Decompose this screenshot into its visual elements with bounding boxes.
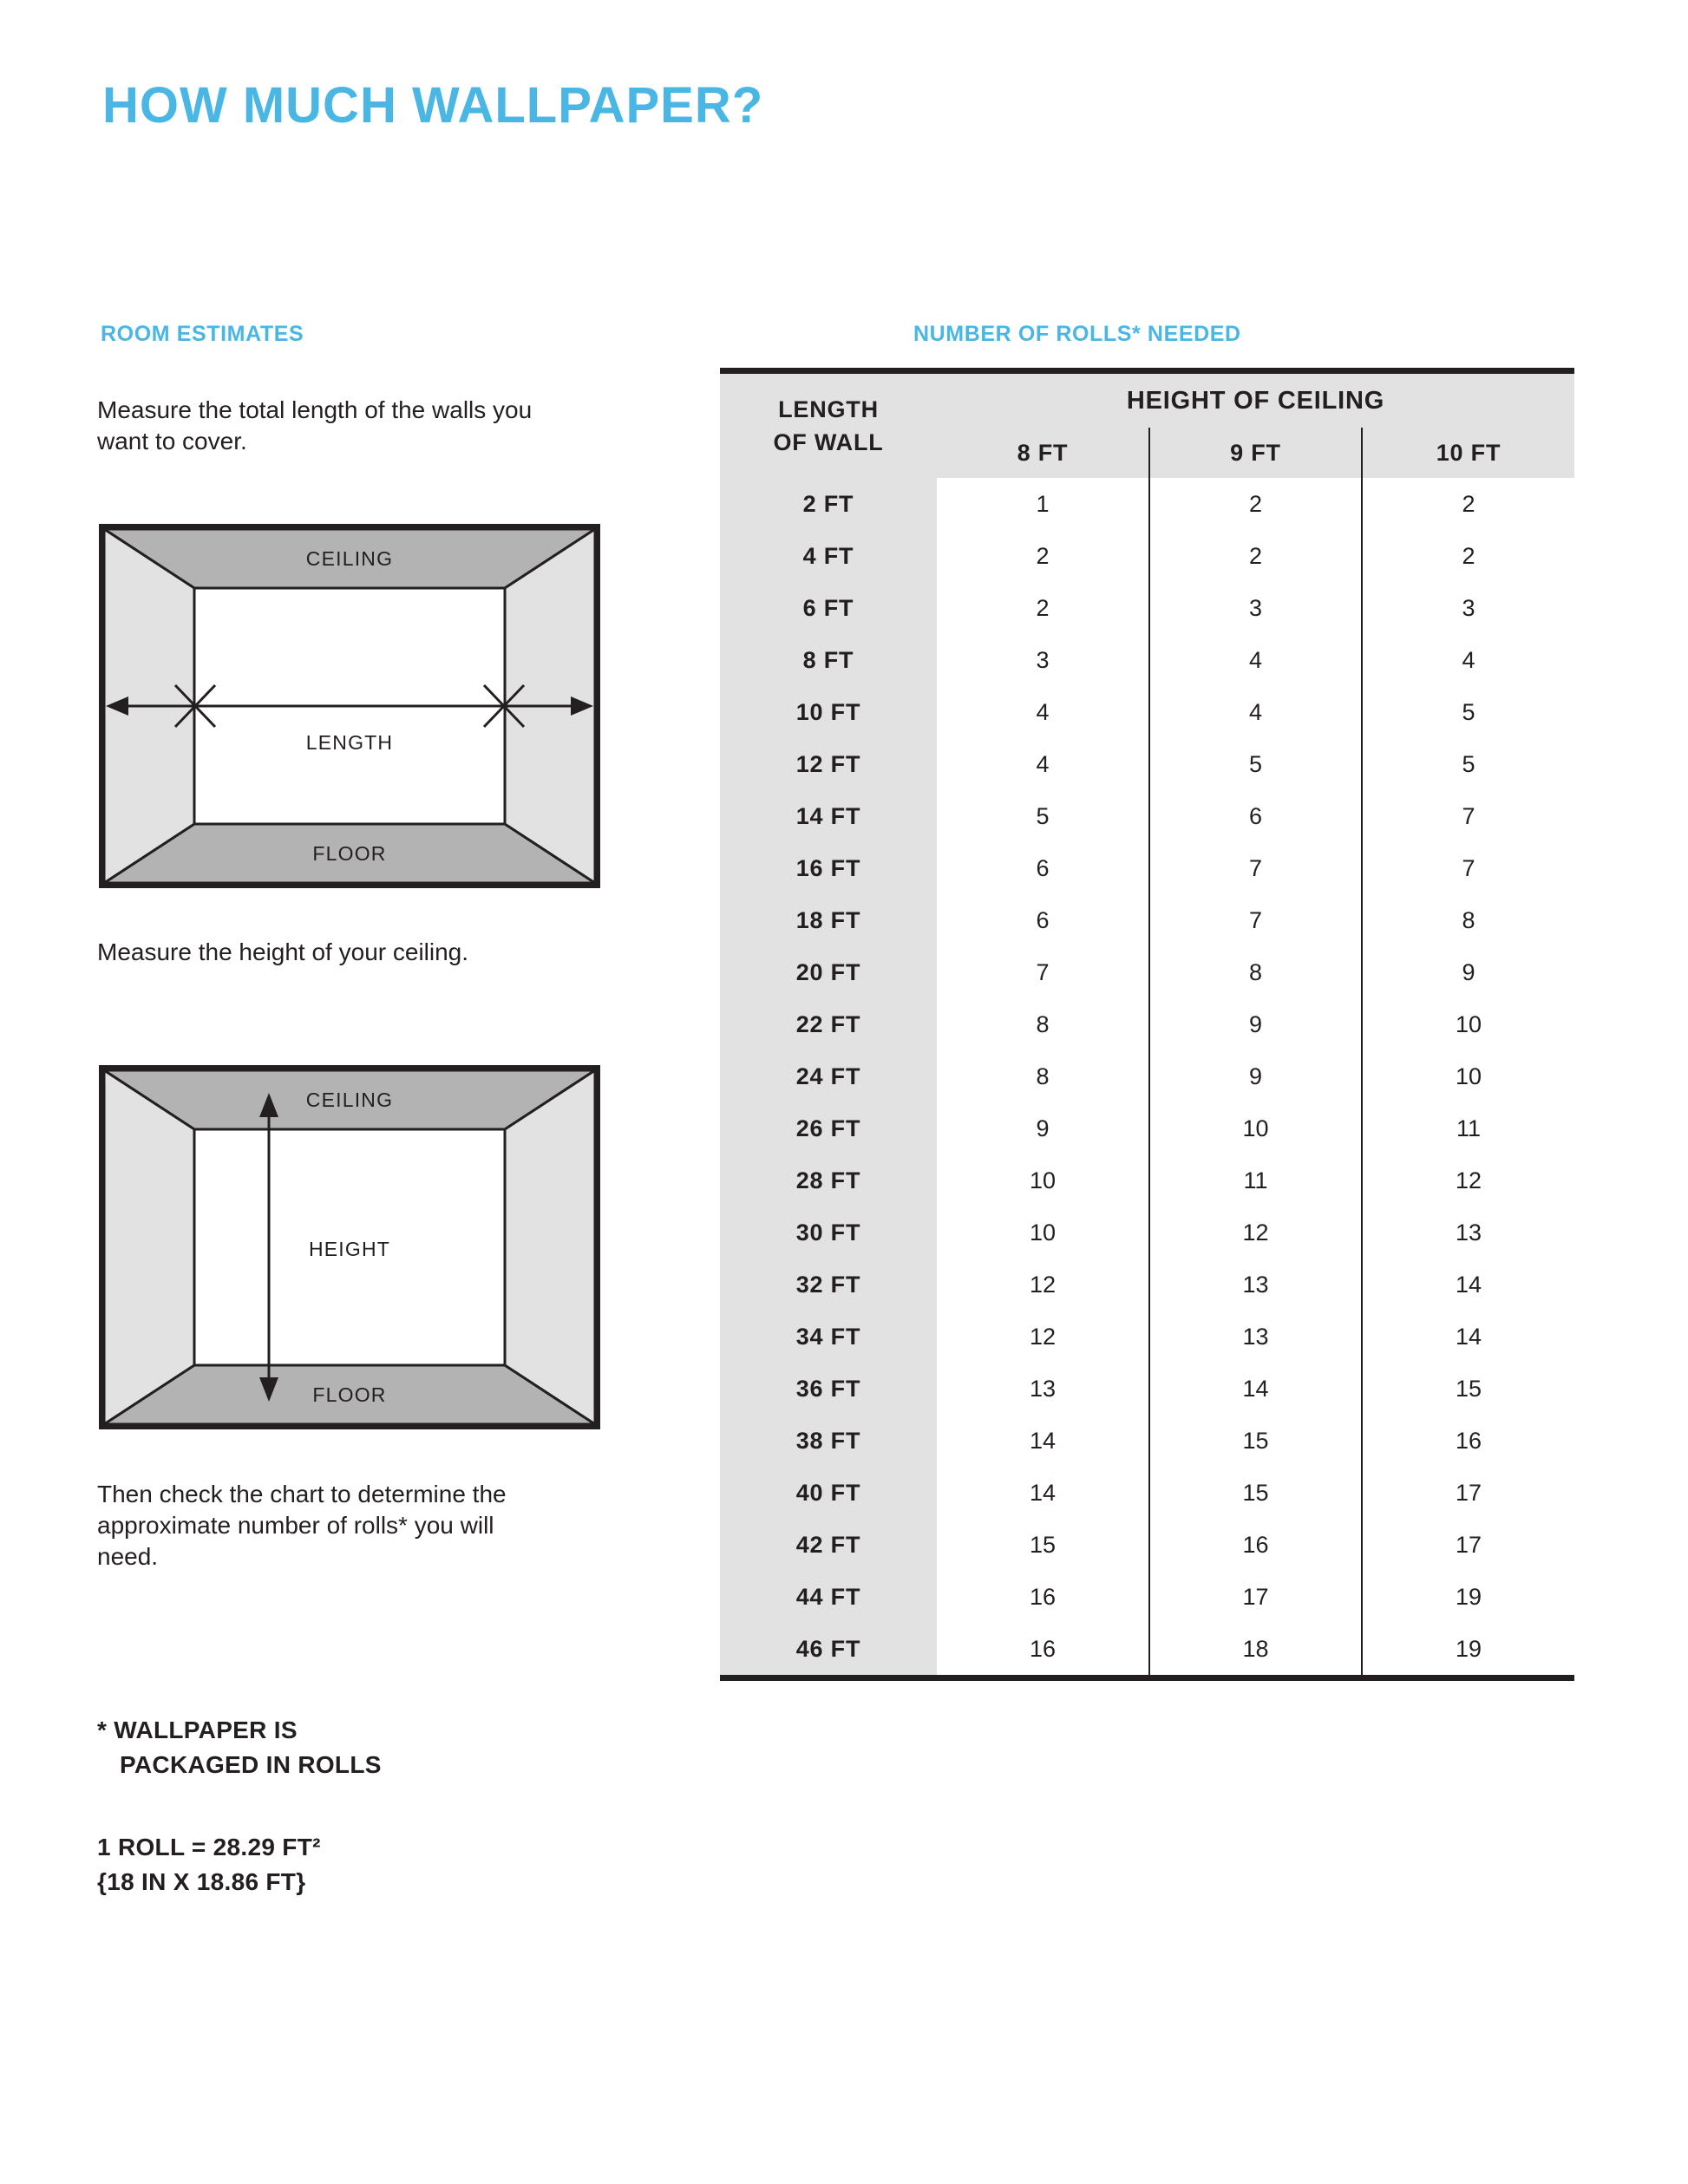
row-label-length: 2 FT bbox=[720, 478, 937, 530]
rolls-table-wrapper bbox=[720, 368, 1574, 1681]
cell-rolls: 16 bbox=[1149, 1519, 1362, 1571]
cell-rolls: 2 bbox=[1149, 478, 1362, 530]
cell-rolls: 5 bbox=[1362, 738, 1574, 790]
cell-rolls: 13 bbox=[1149, 1311, 1362, 1363]
cell-rolls: 11 bbox=[1149, 1154, 1362, 1206]
cell-rolls: 14 bbox=[937, 1467, 1149, 1519]
table-row bbox=[720, 946, 1574, 998]
table-row bbox=[720, 790, 1574, 842]
footnote-wallpaper-rolls bbox=[97, 1713, 548, 1782]
row-label-length: 6 FT bbox=[720, 582, 937, 634]
table-row bbox=[720, 530, 1574, 582]
header-col-10ft: 10 FT bbox=[1362, 428, 1574, 478]
table-row bbox=[720, 1154, 1574, 1206]
row-label-length: 30 FT bbox=[720, 1206, 937, 1259]
row-label-length: 20 FT bbox=[720, 946, 937, 998]
cell-rolls: 12 bbox=[1362, 1154, 1574, 1206]
table-bottom-rule bbox=[720, 1675, 1574, 1681]
footnote-line-2: PACKAGED IN ROLLS bbox=[120, 1751, 382, 1778]
row-label-length: 26 FT bbox=[720, 1102, 937, 1154]
cell-rolls: 5 bbox=[1149, 738, 1362, 790]
table-row bbox=[720, 634, 1574, 686]
table-row bbox=[720, 1311, 1574, 1363]
cell-rolls: 14 bbox=[1362, 1259, 1574, 1311]
cell-rolls: 15 bbox=[1149, 1415, 1362, 1467]
cell-rolls: 9 bbox=[937, 1102, 1149, 1154]
diagram-label-floor: FLOOR bbox=[312, 842, 387, 865]
cell-rolls: 4 bbox=[1149, 686, 1362, 738]
table-row bbox=[720, 1623, 1574, 1675]
row-label-length: 32 FT bbox=[720, 1259, 937, 1311]
cell-rolls: 3 bbox=[1362, 582, 1574, 634]
cell-rolls: 16 bbox=[937, 1571, 1149, 1623]
cell-rolls: 12 bbox=[1149, 1206, 1362, 1259]
row-label-length: 42 FT bbox=[720, 1519, 937, 1571]
table-row bbox=[720, 1206, 1574, 1259]
table-row bbox=[720, 478, 1574, 530]
diagram-label-ceiling: CEILING bbox=[305, 547, 394, 570]
header-col-9ft: 9 FT bbox=[1149, 428, 1362, 478]
cell-rolls: 15 bbox=[1362, 1363, 1574, 1415]
cell-rolls: 19 bbox=[1362, 1623, 1574, 1675]
row-label-length: 28 FT bbox=[720, 1154, 937, 1206]
cell-rolls: 8 bbox=[937, 1050, 1149, 1102]
cell-rolls: 8 bbox=[1149, 946, 1362, 998]
header-height-of-ceiling: HEIGHT OF CEILING bbox=[937, 374, 1574, 428]
cell-rolls: 19 bbox=[1362, 1571, 1574, 1623]
cell-rolls: 17 bbox=[1149, 1571, 1362, 1623]
table-row bbox=[720, 1363, 1574, 1415]
cell-rolls: 10 bbox=[1362, 998, 1574, 1050]
cell-rolls: 10 bbox=[937, 1206, 1149, 1259]
cell-rolls: 3 bbox=[1149, 582, 1362, 634]
cell-rolls: 14 bbox=[937, 1415, 1149, 1467]
cell-rolls: 10 bbox=[1362, 1050, 1574, 1102]
row-label-length: 38 FT bbox=[720, 1415, 937, 1467]
table-row bbox=[720, 738, 1574, 790]
instruction-measure-height: Measure the height of your ceiling. bbox=[97, 938, 469, 965]
cell-rolls: 7 bbox=[937, 946, 1149, 998]
table-row bbox=[720, 1102, 1574, 1154]
roll-area: 1 ROLL = 28.29 FT² bbox=[97, 1834, 321, 1860]
cell-rolls: 4 bbox=[937, 686, 1149, 738]
cell-rolls: 8 bbox=[937, 998, 1149, 1050]
cell-rolls: 2 bbox=[937, 582, 1149, 634]
table-body bbox=[720, 478, 1574, 1675]
cell-rolls: 9 bbox=[1362, 946, 1574, 998]
cell-rolls: 6 bbox=[937, 894, 1149, 946]
table-row bbox=[720, 1415, 1574, 1467]
table-row bbox=[720, 998, 1574, 1050]
cell-rolls: 7 bbox=[1149, 842, 1362, 894]
table-row bbox=[720, 1571, 1574, 1623]
row-label-length: 10 FT bbox=[720, 686, 937, 738]
instruction-measure-length: Measure the total length of the walls you want to cover. bbox=[97, 396, 533, 454]
cell-rolls: 16 bbox=[937, 1623, 1149, 1675]
table-row bbox=[720, 894, 1574, 946]
diagram-label-height: HEIGHT bbox=[308, 1238, 391, 1260]
room-diagram-length bbox=[99, 524, 600, 888]
row-label-length: 22 FT bbox=[720, 998, 937, 1050]
cell-rolls: 1 bbox=[937, 478, 1149, 530]
cell-rolls: 16 bbox=[1362, 1415, 1574, 1467]
cell-rolls: 14 bbox=[1362, 1311, 1574, 1363]
row-label-length: 34 FT bbox=[720, 1311, 937, 1363]
header-col-8ft: 8 FT bbox=[937, 428, 1149, 478]
cell-rolls: 10 bbox=[937, 1154, 1149, 1206]
cell-rolls: 2 bbox=[1149, 530, 1362, 582]
cell-rolls: 2 bbox=[1362, 478, 1574, 530]
room-diagram-height bbox=[99, 1065, 600, 1429]
table-top-rule bbox=[720, 368, 1574, 374]
cell-rolls: 11 bbox=[1362, 1102, 1574, 1154]
row-label-length: 36 FT bbox=[720, 1363, 937, 1415]
cell-rolls: 9 bbox=[1149, 998, 1362, 1050]
cell-rolls: 5 bbox=[1362, 686, 1574, 738]
header-length-line1: LENGTH bbox=[778, 396, 879, 422]
page-title: HOW MUCH WALLPAPER? bbox=[102, 77, 764, 134]
diagram-label-floor: FLOOR bbox=[312, 1383, 387, 1406]
cell-rolls: 4 bbox=[937, 738, 1149, 790]
table-row bbox=[720, 842, 1574, 894]
cell-rolls: 9 bbox=[1149, 1050, 1362, 1102]
row-label-length: 24 FT bbox=[720, 1050, 937, 1102]
table-row bbox=[720, 1259, 1574, 1311]
row-label-length: 8 FT bbox=[720, 634, 937, 686]
row-label-length: 4 FT bbox=[720, 530, 937, 582]
cell-rolls: 15 bbox=[1149, 1467, 1362, 1519]
table-row bbox=[720, 1467, 1574, 1519]
row-label-length: 46 FT bbox=[720, 1623, 937, 1675]
cell-rolls: 13 bbox=[937, 1363, 1149, 1415]
rolls-needed-heading: NUMBER OF ROLLS* NEEDED bbox=[913, 322, 1241, 346]
footnote-line-1: * WALLPAPER IS bbox=[97, 1716, 298, 1743]
cell-rolls: 14 bbox=[1149, 1363, 1362, 1415]
row-label-length: 16 FT bbox=[720, 842, 937, 894]
cell-rolls: 5 bbox=[937, 790, 1149, 842]
row-label-length: 18 FT bbox=[720, 894, 937, 946]
table-row bbox=[720, 582, 1574, 634]
cell-rolls: 17 bbox=[1362, 1519, 1574, 1571]
cell-rolls: 10 bbox=[1149, 1102, 1362, 1154]
row-label-length: 44 FT bbox=[720, 1571, 937, 1623]
row-label-length: 12 FT bbox=[720, 738, 937, 790]
cell-rolls: 17 bbox=[1362, 1467, 1574, 1519]
cell-rolls: 4 bbox=[1362, 634, 1574, 686]
room-estimates-heading: ROOM ESTIMATES bbox=[101, 322, 304, 346]
cell-rolls: 7 bbox=[1149, 894, 1362, 946]
cell-rolls: 7 bbox=[1362, 790, 1574, 842]
roll-dimensions: {18 IN X 18.86 FT} bbox=[97, 1868, 306, 1895]
cell-rolls: 13 bbox=[1362, 1206, 1574, 1259]
table-head bbox=[720, 374, 1574, 478]
cell-rolls: 15 bbox=[937, 1519, 1149, 1571]
cell-rolls: 4 bbox=[1149, 634, 1362, 686]
header-length-of-wall bbox=[720, 374, 937, 478]
row-label-length: 40 FT bbox=[720, 1467, 937, 1519]
cell-rolls: 18 bbox=[1149, 1623, 1362, 1675]
cell-rolls: 12 bbox=[937, 1259, 1149, 1311]
cell-rolls: 7 bbox=[1362, 842, 1574, 894]
cell-rolls: 2 bbox=[937, 530, 1149, 582]
diagram-label-length: LENGTH bbox=[305, 731, 394, 754]
cell-rolls: 13 bbox=[1149, 1259, 1362, 1311]
diagram-label-ceiling: CEILING bbox=[305, 1089, 394, 1111]
footnote-roll-size bbox=[97, 1830, 548, 1900]
cell-rolls: 6 bbox=[1149, 790, 1362, 842]
cell-rolls: 3 bbox=[937, 634, 1149, 686]
instruction-check-chart: Then check the chart to determine the approximate number of rolls* you will need. bbox=[97, 1481, 507, 1570]
table-row bbox=[720, 1050, 1574, 1102]
table-row bbox=[720, 686, 1574, 738]
cell-rolls: 2 bbox=[1362, 530, 1574, 582]
table-head-row-group bbox=[720, 374, 1574, 428]
header-length-line2: OF WALL bbox=[773, 429, 884, 455]
cell-rolls: 8 bbox=[1362, 894, 1574, 946]
cell-rolls: 6 bbox=[937, 842, 1149, 894]
table-row bbox=[720, 1519, 1574, 1571]
rolls-table bbox=[720, 374, 1574, 1675]
cell-rolls: 12 bbox=[937, 1311, 1149, 1363]
row-label-length: 14 FT bbox=[720, 790, 937, 842]
